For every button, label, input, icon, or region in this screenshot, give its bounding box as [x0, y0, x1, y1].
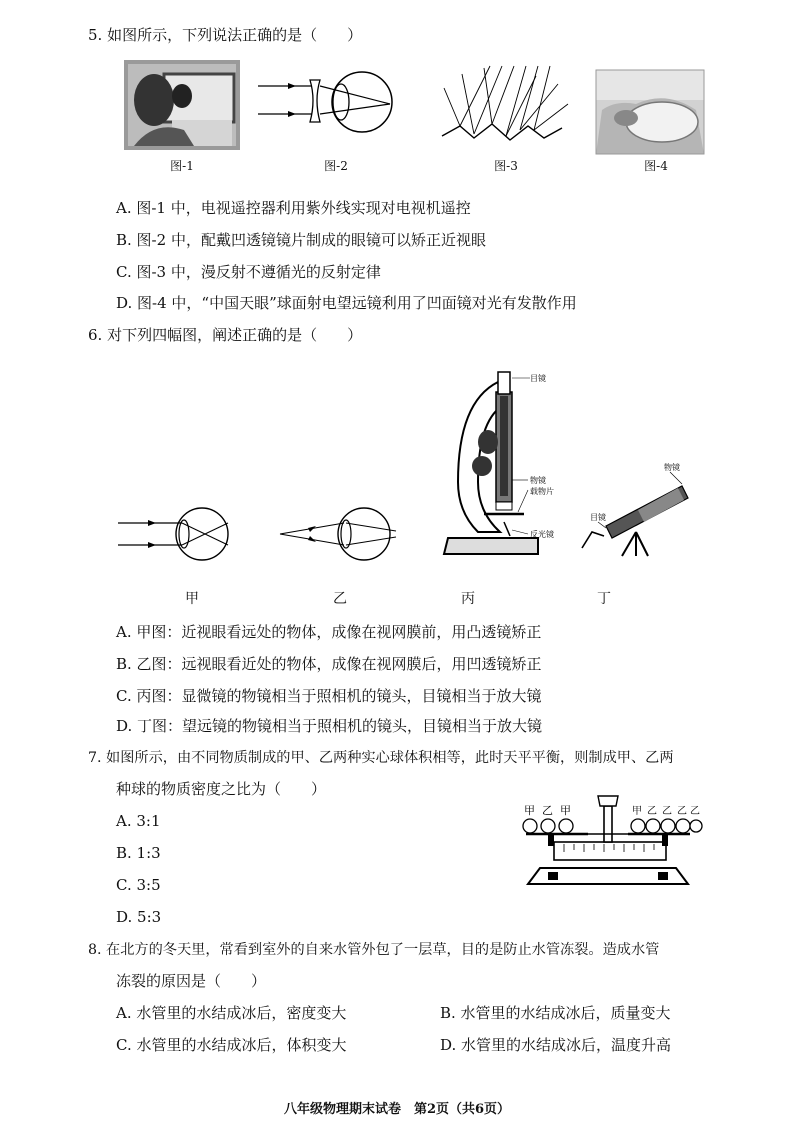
q5-caption-3: 图-3: [494, 159, 518, 173]
q5-caption-4: 图-4: [644, 159, 668, 173]
q5-figure-3: [440, 64, 570, 154]
q8-option-a: A. 水管里的水结成冰后，密度变大: [116, 1004, 347, 1022]
page-footer: 八年级物理期末试卷 第2页（共6页）: [283, 1102, 511, 1117]
q5-option-d: D. 图-4 中，“中国天眼”球面射电望远镜利用了凹面镜对光有发散作用: [116, 294, 577, 312]
right-pan-label-5: 乙: [690, 806, 700, 817]
q6-caption-ding: 丁: [597, 591, 611, 607]
q8-option-b: B. 水管里的水结成冰后，质量变大: [440, 1004, 671, 1022]
q5-option-b: B. 图-2 中，配戴凹透镜镜片制成的眼镜可以矫正近视眼: [116, 231, 486, 249]
q8-stem-line1: 8. 在北方的冬天里，常看到室外的自来水管外包了一层草，目的是防止水管冻裂。造成水管: [88, 942, 660, 958]
right-pan-label-4: 乙: [677, 806, 687, 817]
q5-caption-1: 图-1: [170, 159, 194, 173]
q6-option-c: C. 丙图：显微镜的物镜相当于照相机的镜头，目镜相当于放大镜: [116, 687, 542, 705]
microscope-label-eyepiece: 目镜: [530, 374, 546, 383]
q6-option-d: D. 丁图：望远镜的物镜相当于照相机的镜头，目镜相当于放大镜: [116, 717, 543, 735]
q7-option-a: A. 3:1: [116, 812, 161, 830]
q6-stem: 6. 对下列四幅图，阐述正确的是（ ）: [88, 326, 363, 344]
q6-figure-ding-telescope: [578, 462, 698, 562]
q5-figure-2: [258, 66, 388, 156]
q7-option-c: C. 3:5: [116, 876, 161, 894]
q6-caption-yi: 乙: [333, 591, 347, 607]
telescope-label-eyepiece: 目镜: [590, 513, 606, 522]
microscope-label-mirror: 反光镜: [530, 530, 554, 539]
right-pan-label-1: 甲: [632, 806, 642, 817]
left-pan-label-1: 甲: [524, 804, 535, 817]
q8-option-c: C. 水管里的水结成冰后，体积变大: [116, 1036, 347, 1054]
q6-caption-bing: 丙: [461, 591, 475, 607]
q7-stem-line1: 7. 如图所示，由不同物质制成的甲、乙两种实心球体积相等，此时天平平衡，则制成甲、乙两: [88, 750, 674, 766]
telescope-label-objective: 物镜: [664, 463, 680, 472]
q6-figure-yi: [278, 505, 398, 565]
q7-stem-line2: 种球的物质密度之比为（ ）: [116, 780, 327, 798]
q5-figure-1: [124, 60, 240, 150]
q6-figure-jia: [118, 505, 233, 565]
q5-option-c: C. 图-3 中，漫反射不遵循光的反射定律: [116, 263, 381, 281]
q7-option-d: D. 5:3: [116, 908, 162, 926]
q6-option-a: A. 甲图：近视眼看远处的物体，成像在视网膜前，用凸透镜矫正: [116, 623, 542, 641]
q6-caption-jia: 甲: [185, 591, 199, 607]
left-pan-label-3: 甲: [560, 804, 571, 817]
q6-figure-bing-microscope: [438, 362, 568, 562]
q8-option-d: D. 水管里的水结成冰后，温度升高: [440, 1036, 672, 1054]
q6-option-b: B. 乙图：远视眼看近处的物体，成像在视网膜后，用凹透镜矫正: [116, 655, 542, 673]
microscope-label-slide: 载物片: [530, 487, 554, 496]
q7-balance-figure: [518, 788, 698, 898]
q5-figure-4: [596, 70, 704, 154]
q5-caption-2: 图-2: [324, 159, 348, 173]
q8-stem-line2: 冻裂的原因是（ ）: [116, 972, 267, 990]
right-pan-label-2: 乙: [647, 806, 657, 817]
right-pan-label-3: 乙: [662, 806, 672, 817]
q5-option-a: A. 图-1 中，电视遥控器利用紫外线实现对电视机遥控: [116, 199, 471, 217]
q5-stem: 5. 如图所示，下列说法正确的是（ ）: [88, 26, 363, 44]
microscope-label-objective: 物镜: [530, 476, 546, 485]
q7-option-b: B. 1:3: [116, 844, 161, 862]
left-pan-label-2: 乙: [542, 804, 553, 817]
